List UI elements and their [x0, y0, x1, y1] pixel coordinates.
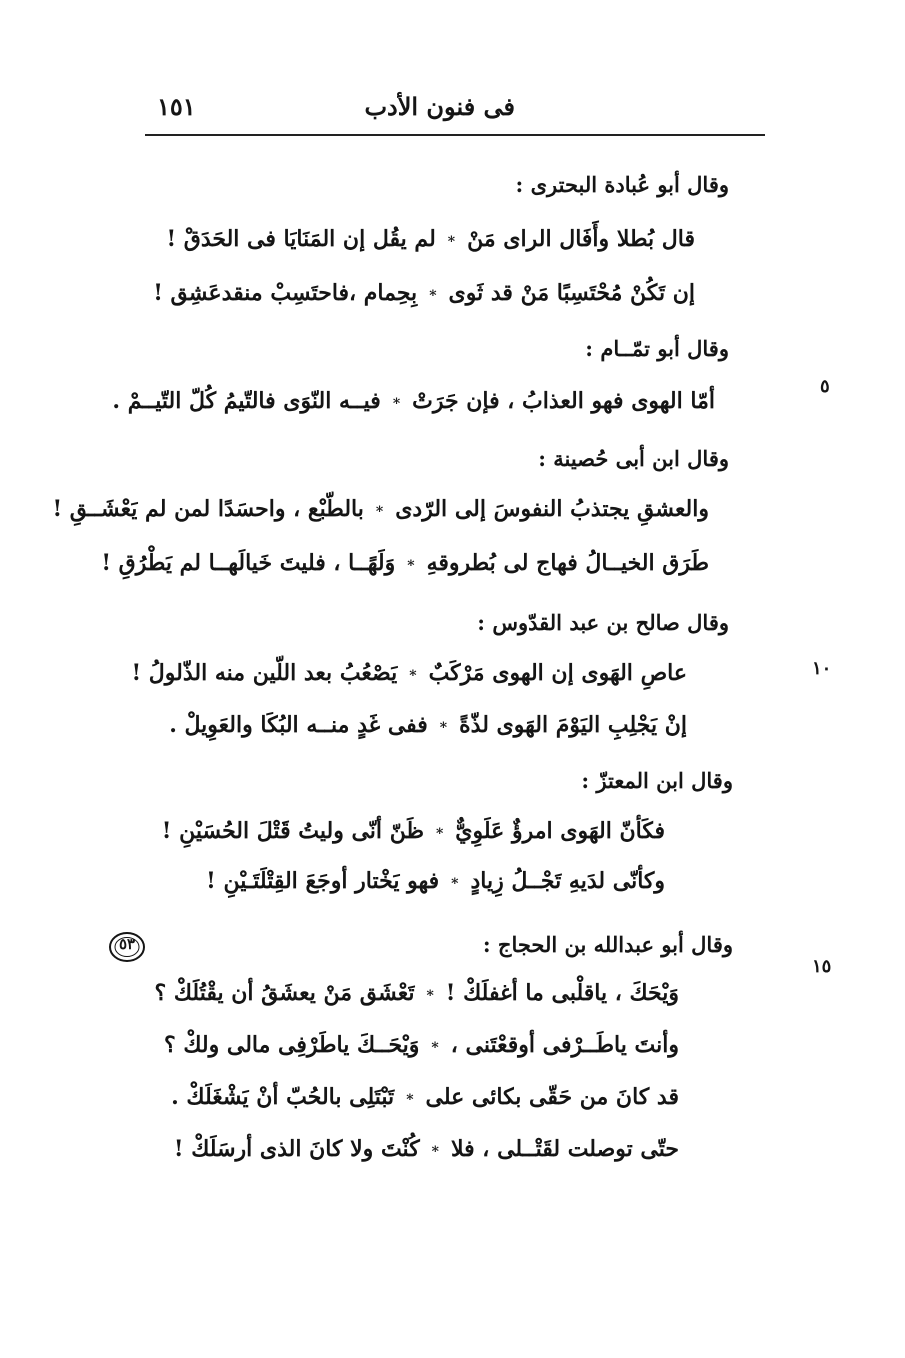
- separator-star: *: [431, 1144, 439, 1160]
- first-hemistich: قد كانَ من حَقّى بكائى على: [425, 1084, 679, 1110]
- separator-star: *: [429, 288, 437, 304]
- separator-star: *: [375, 504, 384, 520]
- second-hemistich: فهو يَخْتار أوجَعَ القِتْلَتَـيْنِ !: [206, 868, 440, 894]
- first-hemistich: أمّا الهوى فهو العذابُ ، فإن جَرَتْ: [412, 388, 715, 414]
- verse-line: [169, 712, 687, 738]
- second-hemistich: ففى غَدٍ منــه البُكَا والعَوِيلْ .: [169, 712, 428, 738]
- second-hemistich: يَصْعُبُ بعد اللّين منه الذّلولُ !: [131, 660, 398, 686]
- second-hemistich: كُنْتَ ولا كانَ الذى أرسَلَكْ !: [173, 1136, 420, 1162]
- first-hemistich: والعشقِ يجتذبُ النفوسَ إلى الرّدى: [395, 496, 709, 522]
- first-hemistich: إنْ يَجْلِبِ اليَوْمَ الهَوى لذّةً: [459, 712, 687, 738]
- separator-star: *: [435, 826, 444, 842]
- first-hemistich: إن تَكُنْ مُحْتَسِبًا مَنْ قد ثَوى: [448, 280, 695, 306]
- second-hemistich: تَبْتَلِى بالحُبّ أنْ يَشْغَلَكْ .: [171, 1084, 395, 1110]
- poet-intro: وقال صالح بن عبد القدّوس :: [477, 610, 729, 635]
- verse-line: [101, 550, 709, 576]
- running-title: فى فنون الأدب: [364, 92, 515, 121]
- verse-line: [164, 1032, 679, 1058]
- separator-star: *: [406, 1092, 414, 1108]
- first-hemistich: فكَأنّ الهَوى امرؤٌ عَلَوِيٌّ: [455, 818, 665, 844]
- separator-star: *: [409, 668, 417, 684]
- line-number-5: ٥: [820, 376, 830, 397]
- first-hemistich: حتّى توصلت لقَتْــلى ، فلا: [451, 1136, 679, 1162]
- separator-star: *: [407, 558, 415, 574]
- first-hemistich: وأنتَ ياطَــرْفى أوقعْتَنى ،: [450, 1032, 679, 1058]
- verse-line: [162, 818, 665, 844]
- separator-star: *: [431, 1040, 439, 1056]
- page-number: ١٥١: [157, 92, 196, 121]
- second-hemistich: ظَنّ أنّى وليتُ قَتْلَ الحُسَيْنِ !: [161, 818, 424, 844]
- poet-intro: وقال ابن المعتزّ :: [581, 768, 733, 793]
- second-hemistich: تَعْشَق مَنْ يعشَقُ أن يقْتُلَكْ ؟: [154, 980, 415, 1006]
- verse-line: [174, 1136, 679, 1162]
- first-hemistich: طَرَق الخيــالُ فهاج لى بُطروقهِ: [426, 550, 709, 576]
- verse-line: [206, 868, 665, 894]
- line-number-15: ١٥: [812, 956, 832, 977]
- first-hemistich: عاصِ الهَوى إن الهوى مَرْكَبٌ: [428, 660, 687, 686]
- verse-line: [166, 226, 695, 252]
- second-hemistich: بِحِمام ،فاحتَسِبْ منقدعَشِق !: [153, 280, 418, 306]
- verse-line: [112, 388, 715, 414]
- ornament-number-stamp: [108, 930, 146, 964]
- second-hemistich: فيــه النّوَى فالتّيمُ كُلّ التّيــمْ .: [112, 388, 381, 414]
- first-hemistich: وَيْحَكَ ، ياقلْبى ما أغفلَكْ !: [445, 980, 679, 1006]
- poet-intro: وقال أبو تمّــام :: [585, 336, 729, 361]
- second-hemistich: لم يقُل إن المَنَايَا فى الحَدَقْ !: [166, 226, 436, 252]
- verse-line: [52, 496, 709, 522]
- verse-line: [155, 980, 679, 1006]
- separator-star: *: [447, 234, 456, 250]
- verse-line: [153, 280, 695, 306]
- separator-star: *: [439, 720, 448, 736]
- first-hemistich: وكأنّى لدَيهِ تَجْــلُ زِيادٍ: [470, 868, 665, 894]
- separator-star: *: [451, 876, 459, 892]
- poet-intro: وقال أبو عُبادة البحترى :: [515, 172, 729, 197]
- second-hemistich: بالطّبْع ، واحسَدًا لمن لم يَعْشَــقِ !: [52, 496, 364, 522]
- verse-line: [131, 660, 687, 686]
- line-number-10: ١٠: [812, 658, 832, 679]
- page-header: [145, 84, 765, 136]
- poet-intro: وقال أبو عبدالله بن الحجاج :: [482, 932, 733, 957]
- first-hemistich: قال بُطلا وأَفَال الراى مَنْ: [467, 226, 695, 252]
- second-hemistich: وَلَهًــا ، فليتَ خَيالَهــا لم يَطْرُقِ !: [101, 550, 396, 576]
- poet-intro: وقال ابن أبى حُصينة :: [538, 446, 729, 471]
- second-hemistich: وَيْحَــكَ ياطَرْفِى مالى ولكْ ؟: [164, 1032, 420, 1058]
- separator-star: *: [426, 988, 434, 1004]
- verse-line: [171, 1084, 679, 1110]
- header-rule: [145, 134, 765, 136]
- stamp-number: ٥٣: [118, 935, 136, 953]
- separator-star: *: [392, 396, 401, 412]
